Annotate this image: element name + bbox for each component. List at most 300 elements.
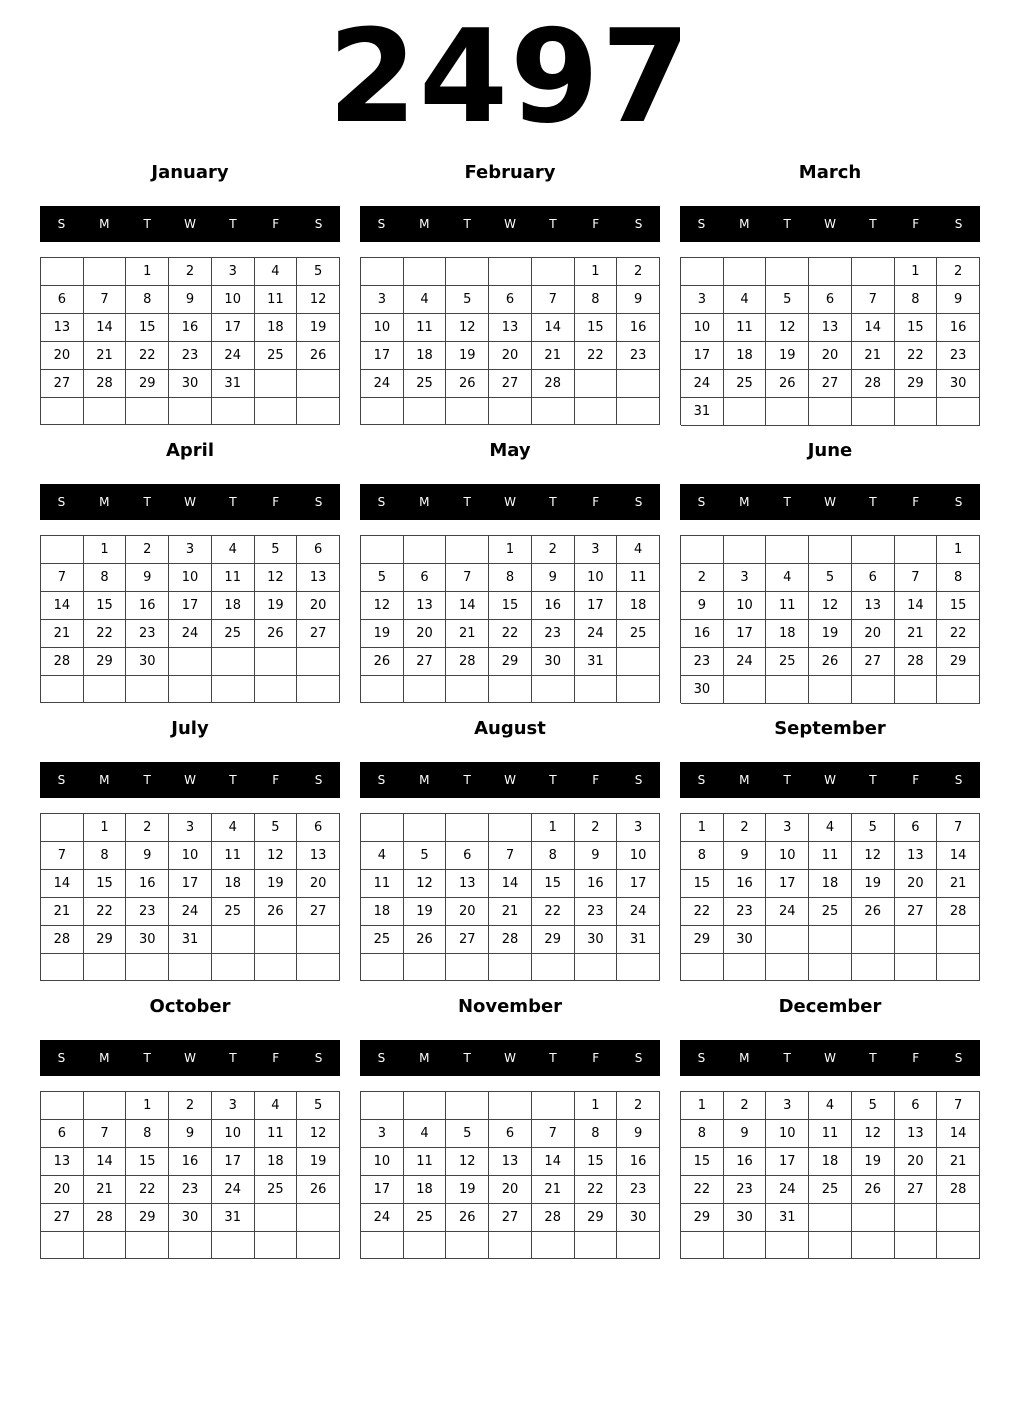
- day-cell: 13: [41, 1148, 84, 1176]
- day-cell: 8: [84, 842, 127, 870]
- weekday-label: S: [634, 217, 643, 231]
- day-cell: 21: [852, 342, 895, 370]
- empty-day-cell: [212, 648, 255, 676]
- empty-day-cell: [297, 926, 340, 954]
- month-name: September: [774, 718, 886, 739]
- day-cell: 3: [681, 286, 724, 314]
- day-cell: 9: [169, 286, 212, 314]
- empty-day-cell: [724, 676, 767, 704]
- day-cell: 25: [255, 342, 298, 370]
- empty-day-cell: [489, 1232, 532, 1259]
- empty-day-cell: [297, 398, 340, 425]
- day-cell: 13: [404, 592, 447, 620]
- weekday-label: M: [99, 495, 110, 509]
- empty-day-cell: [724, 398, 767, 426]
- empty-day-cell: [937, 676, 980, 704]
- day-cell: 29: [84, 926, 127, 954]
- day-cell: 20: [404, 620, 447, 648]
- day-cell: 21: [446, 620, 489, 648]
- day-cell: 29: [84, 648, 127, 676]
- empty-day-cell: [404, 676, 447, 703]
- empty-day-cell: [297, 1204, 340, 1232]
- day-cell: 16: [617, 1148, 660, 1176]
- day-cell: 22: [126, 1176, 169, 1204]
- day-cell: 7: [446, 564, 489, 592]
- day-grid: [680, 1091, 980, 1259]
- empty-day-cell: [404, 536, 447, 564]
- day-cell: 11: [809, 842, 852, 870]
- day-cell: 22: [84, 898, 127, 926]
- day-cell: 22: [575, 1176, 618, 1204]
- day-cell: 24: [361, 1204, 404, 1232]
- day-cell: 28: [41, 926, 84, 954]
- weekday-label: S: [377, 773, 386, 787]
- weekday-label: W: [824, 495, 836, 509]
- day-cell: 20: [41, 1176, 84, 1204]
- weekday-label: T: [869, 1051, 877, 1065]
- day-cell: 11: [404, 1148, 447, 1176]
- empty-day-cell: [617, 648, 660, 676]
- empty-day-cell: [617, 954, 660, 981]
- day-cell: 24: [212, 342, 255, 370]
- day-cell: 21: [41, 620, 84, 648]
- day-cell: 1: [489, 536, 532, 564]
- weekday-label: S: [57, 1051, 66, 1065]
- weekday-label: S: [57, 495, 66, 509]
- weekday-label: W: [184, 495, 196, 509]
- weekday-label: S: [697, 1051, 706, 1065]
- empty-day-cell: [361, 676, 404, 703]
- day-cell: 14: [852, 314, 895, 342]
- empty-day-cell: [361, 1092, 404, 1120]
- day-cell: 1: [84, 536, 127, 564]
- day-cell: 26: [809, 648, 852, 676]
- day-cell: 20: [895, 870, 938, 898]
- day-cell: 4: [766, 564, 809, 592]
- weekday-label: T: [229, 1051, 237, 1065]
- day-cell: 15: [84, 592, 127, 620]
- day-cell: 8: [489, 564, 532, 592]
- empty-day-cell: [532, 398, 575, 425]
- day-cell: 10: [212, 1120, 255, 1148]
- day-cell: 24: [169, 620, 212, 648]
- empty-day-cell: [212, 954, 255, 981]
- empty-day-cell: [361, 398, 404, 425]
- day-cell: 28: [937, 1176, 980, 1204]
- day-cell: 8: [84, 564, 127, 592]
- day-cell: 25: [404, 1204, 447, 1232]
- weekday-label: S: [314, 1051, 323, 1065]
- day-cell: 15: [681, 870, 724, 898]
- weekday-label: F: [912, 1051, 920, 1065]
- empty-day-cell: [446, 954, 489, 981]
- day-cell: 7: [852, 286, 895, 314]
- day-cell: 12: [852, 842, 895, 870]
- day-cell: 24: [766, 898, 809, 926]
- weekday-label: M: [99, 217, 110, 231]
- day-cell: 21: [84, 1176, 127, 1204]
- empty-day-cell: [255, 1204, 298, 1232]
- day-cell: 29: [681, 926, 724, 954]
- empty-day-cell: [255, 648, 298, 676]
- day-cell: 31: [766, 1204, 809, 1232]
- empty-day-cell: [489, 954, 532, 981]
- day-cell: 25: [766, 648, 809, 676]
- day-cell: 15: [937, 592, 980, 620]
- day-cell: 27: [41, 370, 84, 398]
- day-cell: 17: [766, 870, 809, 898]
- day-cell: 29: [489, 648, 532, 676]
- day-cell: 14: [532, 1148, 575, 1176]
- empty-day-cell: [766, 1232, 809, 1259]
- empty-day-cell: [126, 954, 169, 981]
- weekday-label: M: [419, 495, 430, 509]
- weekday-header: [40, 762, 340, 798]
- day-cell: 10: [617, 842, 660, 870]
- day-cell: 24: [212, 1176, 255, 1204]
- day-cell: 5: [297, 258, 340, 286]
- day-cell: 14: [446, 592, 489, 620]
- day-cell: 30: [575, 926, 618, 954]
- day-cell: 15: [895, 314, 938, 342]
- empty-day-cell: [446, 398, 489, 425]
- weekday-label: M: [419, 1051, 430, 1065]
- empty-day-cell: [617, 370, 660, 398]
- day-cell: 20: [895, 1148, 938, 1176]
- weekday-label: T: [229, 773, 237, 787]
- empty-day-cell: [766, 676, 809, 704]
- empty-day-cell: [852, 398, 895, 426]
- day-cell: 13: [489, 314, 532, 342]
- weekday-label: T: [463, 1051, 471, 1065]
- day-cell: 8: [126, 286, 169, 314]
- day-cell: 15: [532, 870, 575, 898]
- day-cell: 29: [895, 370, 938, 398]
- day-cell: 12: [361, 592, 404, 620]
- day-cell: 5: [255, 536, 298, 564]
- weekday-label: F: [272, 773, 280, 787]
- empty-day-cell: [404, 814, 447, 842]
- day-cell: 2: [681, 564, 724, 592]
- day-cell: 17: [766, 1148, 809, 1176]
- empty-day-cell: [41, 676, 84, 703]
- weekday-label: W: [504, 217, 516, 231]
- day-cell: 6: [489, 1120, 532, 1148]
- day-cell: 27: [297, 620, 340, 648]
- day-cell: 6: [404, 564, 447, 592]
- day-cell: 22: [681, 1176, 724, 1204]
- day-cell: 19: [446, 342, 489, 370]
- day-cell: 10: [212, 286, 255, 314]
- day-cell: 18: [809, 1148, 852, 1176]
- empty-day-cell: [361, 258, 404, 286]
- day-cell: 5: [852, 1092, 895, 1120]
- day-cell: 6: [297, 536, 340, 564]
- weekday-label: T: [549, 773, 557, 787]
- empty-day-cell: [84, 1092, 127, 1120]
- empty-day-cell: [937, 1204, 980, 1232]
- weekday-label: S: [314, 217, 323, 231]
- weekday-label: S: [697, 495, 706, 509]
- weekday-label: T: [783, 217, 791, 231]
- weekday-label: W: [504, 773, 516, 787]
- day-cell: 23: [724, 898, 767, 926]
- empty-day-cell: [255, 370, 298, 398]
- empty-day-cell: [297, 648, 340, 676]
- day-cell: 17: [617, 870, 660, 898]
- weekday-label: T: [783, 1051, 791, 1065]
- day-grid: [40, 535, 340, 703]
- weekday-label: T: [463, 773, 471, 787]
- day-cell: 17: [575, 592, 618, 620]
- day-cell: 8: [937, 564, 980, 592]
- day-cell: 23: [617, 342, 660, 370]
- empty-day-cell: [84, 676, 127, 703]
- weekday-label: S: [377, 1051, 386, 1065]
- day-cell: 11: [255, 1120, 298, 1148]
- weekday-label: S: [314, 495, 323, 509]
- empty-day-cell: [84, 398, 127, 425]
- day-cell: 6: [446, 842, 489, 870]
- day-cell: 4: [404, 286, 447, 314]
- day-cell: 27: [41, 1204, 84, 1232]
- day-cell: 20: [852, 620, 895, 648]
- weekday-label: T: [229, 495, 237, 509]
- day-cell: 16: [169, 1148, 212, 1176]
- day-cell: 4: [255, 258, 298, 286]
- empty-day-cell: [681, 954, 724, 981]
- day-cell: 20: [297, 592, 340, 620]
- day-cell: 26: [297, 1176, 340, 1204]
- day-cell: 4: [809, 814, 852, 842]
- day-cell: 24: [575, 620, 618, 648]
- weekday-label: T: [869, 495, 877, 509]
- day-cell: 24: [617, 898, 660, 926]
- empty-day-cell: [255, 926, 298, 954]
- weekday-label: T: [549, 1051, 557, 1065]
- day-cell: 18: [212, 592, 255, 620]
- month-name: January: [151, 162, 229, 183]
- day-cell: 30: [724, 926, 767, 954]
- empty-day-cell: [126, 1232, 169, 1259]
- weekday-label: S: [377, 217, 386, 231]
- day-cell: 9: [575, 842, 618, 870]
- day-cell: 11: [809, 1120, 852, 1148]
- day-cell: 18: [724, 342, 767, 370]
- day-cell: 21: [41, 898, 84, 926]
- weekday-header: [360, 484, 660, 520]
- weekday-label: S: [57, 773, 66, 787]
- day-cell: 2: [724, 1092, 767, 1120]
- day-cell: 26: [446, 370, 489, 398]
- day-cell: 19: [255, 592, 298, 620]
- weekday-label: F: [592, 1051, 600, 1065]
- day-cell: 5: [809, 564, 852, 592]
- weekday-label: T: [143, 217, 151, 231]
- day-cell: 25: [404, 370, 447, 398]
- day-cell: 3: [766, 1092, 809, 1120]
- day-cell: 16: [532, 592, 575, 620]
- day-cell: 23: [126, 620, 169, 648]
- day-cell: 20: [489, 342, 532, 370]
- empty-day-cell: [532, 258, 575, 286]
- day-cell: 1: [681, 814, 724, 842]
- weekday-label: F: [592, 773, 600, 787]
- month-name: August: [474, 718, 546, 739]
- weekday-header: [40, 206, 340, 242]
- empty-day-cell: [575, 954, 618, 981]
- empty-day-cell: [489, 1092, 532, 1120]
- weekday-label: W: [824, 1051, 836, 1065]
- day-cell: 29: [126, 370, 169, 398]
- empty-day-cell: [404, 1232, 447, 1259]
- day-cell: 14: [41, 870, 84, 898]
- empty-day-cell: [446, 814, 489, 842]
- day-cell: 31: [212, 370, 255, 398]
- empty-day-cell: [681, 536, 724, 564]
- day-grid: [360, 257, 660, 425]
- day-cell: 26: [255, 620, 298, 648]
- day-cell: 31: [169, 926, 212, 954]
- day-cell: 5: [361, 564, 404, 592]
- month-name: May: [489, 440, 531, 461]
- day-cell: 17: [361, 1176, 404, 1204]
- day-cell: 26: [404, 926, 447, 954]
- day-cell: 28: [446, 648, 489, 676]
- day-cell: 2: [126, 814, 169, 842]
- empty-day-cell: [852, 676, 895, 704]
- day-cell: 17: [212, 314, 255, 342]
- day-cell: 6: [895, 1092, 938, 1120]
- empty-day-cell: [895, 398, 938, 426]
- empty-day-cell: [532, 954, 575, 981]
- day-cell: 9: [126, 564, 169, 592]
- day-cell: 16: [681, 620, 724, 648]
- day-cell: 4: [617, 536, 660, 564]
- empty-day-cell: [41, 1232, 84, 1259]
- empty-day-cell: [446, 1092, 489, 1120]
- empty-day-cell: [404, 398, 447, 425]
- day-cell: 26: [255, 898, 298, 926]
- day-cell: 10: [575, 564, 618, 592]
- empty-day-cell: [446, 536, 489, 564]
- day-cell: 22: [937, 620, 980, 648]
- empty-day-cell: [724, 954, 767, 981]
- day-cell: 8: [575, 1120, 618, 1148]
- day-cell: 2: [937, 258, 980, 286]
- empty-day-cell: [41, 1092, 84, 1120]
- day-cell: 15: [681, 1148, 724, 1176]
- empty-day-cell: [169, 648, 212, 676]
- day-cell: 23: [724, 1176, 767, 1204]
- empty-day-cell: [446, 258, 489, 286]
- empty-day-cell: [895, 926, 938, 954]
- day-cell: 10: [169, 564, 212, 592]
- day-cell: 9: [169, 1120, 212, 1148]
- day-grid: [40, 813, 340, 981]
- day-cell: 30: [169, 370, 212, 398]
- day-cell: 1: [681, 1092, 724, 1120]
- month-name: October: [149, 996, 231, 1017]
- empty-day-cell: [724, 536, 767, 564]
- day-cell: 6: [41, 1120, 84, 1148]
- day-cell: 19: [852, 870, 895, 898]
- day-cell: 21: [937, 1148, 980, 1176]
- weekday-label: W: [184, 217, 196, 231]
- day-cell: 13: [446, 870, 489, 898]
- day-cell: 12: [404, 870, 447, 898]
- day-cell: 17: [361, 342, 404, 370]
- empty-day-cell: [809, 1232, 852, 1259]
- day-cell: 15: [126, 314, 169, 342]
- empty-day-cell: [895, 676, 938, 704]
- day-cell: 17: [169, 870, 212, 898]
- month-name: March: [798, 162, 862, 183]
- empty-day-cell: [809, 536, 852, 564]
- day-cell: 10: [681, 314, 724, 342]
- empty-day-cell: [169, 1232, 212, 1259]
- weekday-label: W: [184, 773, 196, 787]
- day-cell: 8: [126, 1120, 169, 1148]
- day-cell: 25: [809, 898, 852, 926]
- empty-day-cell: [809, 398, 852, 426]
- day-cell: 11: [212, 842, 255, 870]
- month-name: June: [807, 440, 853, 461]
- day-cell: 11: [766, 592, 809, 620]
- day-cell: 15: [575, 1148, 618, 1176]
- day-cell: 30: [724, 1204, 767, 1232]
- day-cell: 31: [681, 398, 724, 426]
- day-cell: 7: [489, 842, 532, 870]
- empty-day-cell: [532, 1092, 575, 1120]
- weekday-label: S: [634, 773, 643, 787]
- day-cell: 26: [852, 898, 895, 926]
- day-cell: 3: [724, 564, 767, 592]
- day-cell: 12: [297, 1120, 340, 1148]
- day-cell: 17: [681, 342, 724, 370]
- day-cell: 4: [404, 1120, 447, 1148]
- empty-day-cell: [126, 398, 169, 425]
- weekday-label: S: [697, 773, 706, 787]
- weekday-label: S: [314, 773, 323, 787]
- weekday-label: T: [143, 1051, 151, 1065]
- day-cell: 11: [255, 286, 298, 314]
- empty-day-cell: [404, 954, 447, 981]
- day-cell: 19: [809, 620, 852, 648]
- day-cell: 17: [212, 1148, 255, 1176]
- day-cell: 17: [169, 592, 212, 620]
- day-cell: 3: [169, 536, 212, 564]
- empty-day-cell: [575, 370, 618, 398]
- day-cell: 1: [575, 1092, 618, 1120]
- day-cell: 27: [895, 1176, 938, 1204]
- day-cell: 3: [212, 1092, 255, 1120]
- day-grid: [680, 813, 980, 981]
- day-cell: 3: [617, 814, 660, 842]
- day-cell: 18: [617, 592, 660, 620]
- day-cell: 28: [532, 1204, 575, 1232]
- empty-day-cell: [297, 370, 340, 398]
- day-cell: 22: [575, 342, 618, 370]
- day-cell: 13: [895, 842, 938, 870]
- empty-day-cell: [575, 676, 618, 703]
- day-cell: 30: [681, 676, 724, 704]
- day-cell: 20: [446, 898, 489, 926]
- day-cell: 12: [446, 1148, 489, 1176]
- day-cell: 12: [766, 314, 809, 342]
- day-cell: 10: [724, 592, 767, 620]
- weekday-header: [680, 484, 980, 520]
